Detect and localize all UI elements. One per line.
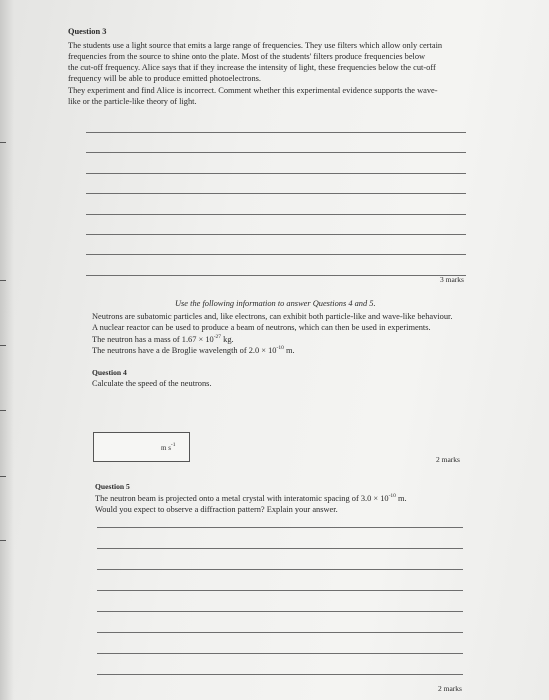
answer-line[interactable]: [86, 173, 466, 174]
question-3-text-line: frequency will be able to produce emitted photoelectrons.: [68, 74, 262, 83]
margin-tick: [0, 142, 6, 143]
question-3-marks: 3 marks: [440, 275, 464, 284]
neutron-mass-line: The neutron has a mass of $1.67 \times 10^{-27}$ kg.: [92, 334, 234, 344]
margin-tick: [0, 476, 6, 477]
answer-line[interactable]: [97, 527, 463, 528]
question-5-marks: 2 marks: [438, 684, 462, 693]
question-3-text-line: frequencies from the source to shine onto the plate. Most of the students' filters produce frequencies below: [68, 52, 426, 61]
question-5-text-line: The neutron beam is projected onto a metal crystal with interatomic spacing of $3.0 \times 10^{-10}$ m.: [95, 493, 407, 503]
question-3-text-line: They experiment and find Alice is incorrect. Comment whether this experimental evidence supports the wave-: [68, 86, 438, 95]
speed-unit: m $s^{-1}$: [161, 442, 176, 452]
answer-line[interactable]: [86, 275, 466, 276]
answer-line[interactable]: [86, 254, 466, 255]
answer-line[interactable]: [86, 193, 466, 194]
info-intro: Use the following information to answer Questions 4 and 5.: [175, 299, 376, 308]
answer-line[interactable]: [97, 611, 463, 612]
answer-line[interactable]: [86, 152, 466, 153]
margin-tick: [0, 410, 6, 411]
margin-tick: [0, 345, 6, 346]
page-shadow: [0, 0, 14, 700]
question-5-heading: Question 5: [95, 482, 130, 491]
answer-line[interactable]: [97, 674, 463, 675]
question-4-prompt: Calculate the speed of the neutrons.: [92, 379, 212, 388]
answer-line[interactable]: [97, 632, 463, 633]
neutron-wavelength-line: The neutrons have a de Broglie wavelength of $2.0 \times 10^{-10}$ m.: [92, 345, 295, 355]
answer-line[interactable]: [86, 214, 466, 215]
margin-tick: [0, 280, 6, 281]
question-3-text-line: like or the particle-like theory of light.: [68, 97, 197, 106]
question-4-marks: 2 marks: [436, 455, 460, 464]
question-3-text-line: The students use a light source that emits a large range of frequencies. They use filters which allow only certain: [68, 41, 443, 50]
info-text-line: A nuclear reactor can be used to produce a beam of neutrons, which can then be used in experiments.: [92, 323, 431, 332]
answer-line[interactable]: [97, 548, 463, 549]
info-text-line: Neutrons are subatomic particles and, like electrons, can exhibit both particle-like and wave-like behaviour.: [92, 312, 453, 321]
question-3-text-line: the cut-off frequency. Alice says that if they increase the intensity of light, these frequencies below the cut-off: [68, 63, 436, 72]
answer-line[interactable]: [86, 132, 466, 133]
answer-line[interactable]: [97, 569, 463, 570]
question-4-heading: Question 4: [92, 368, 127, 377]
answer-line[interactable]: [97, 653, 463, 654]
answer-line[interactable]: [86, 234, 466, 235]
answer-line[interactable]: [97, 590, 463, 591]
question-5-text-line: Would you expect to observe a diffraction pattern? Explain your answer.: [95, 505, 338, 514]
margin-tick: [0, 540, 6, 541]
question-3-heading: Question 3: [68, 27, 107, 36]
